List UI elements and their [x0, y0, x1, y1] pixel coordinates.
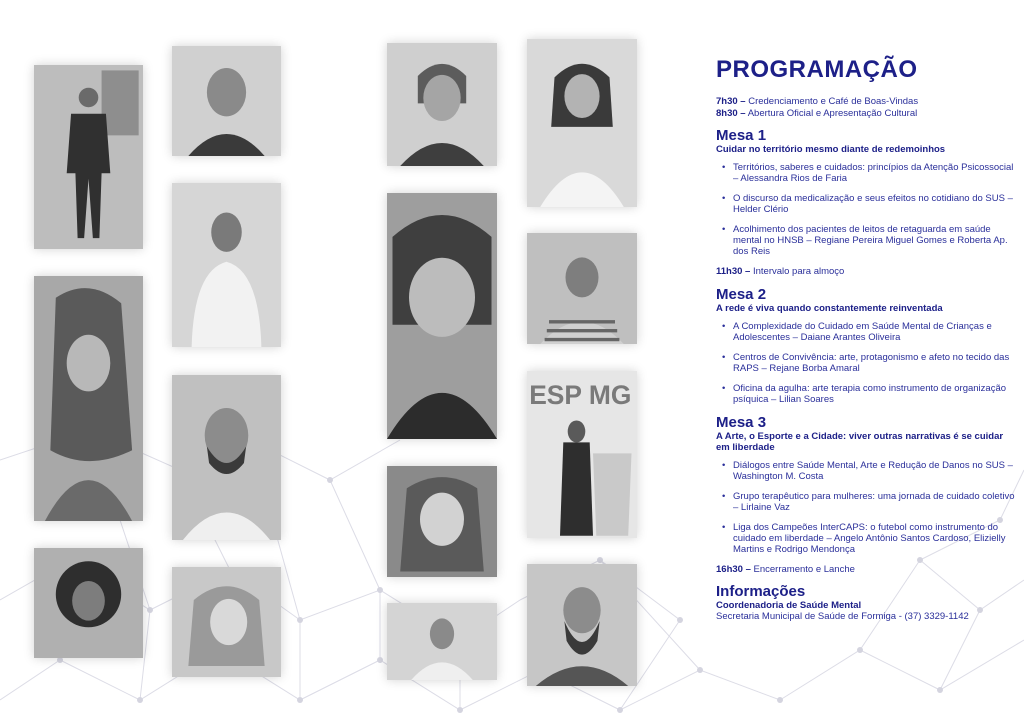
mesa-2-subtitle: A rede é viva quando constantemente reinventada	[716, 302, 943, 314]
schedule-time: 11h30 –	[716, 266, 751, 277]
talk-item: • A Complexidade do Cuidado em Saúde Mental de Crianças e Adolescentes – Daiane Arantes Oliveira	[722, 321, 1016, 343]
speaker-photo	[527, 39, 637, 207]
speaker-photo	[34, 548, 143, 658]
speaker-photo-event	[527, 371, 637, 538]
schedule-text: Credenciamento e Café de Boas-Vindas	[748, 96, 919, 107]
talk-item: • Acolhimento dos pacientes de leitos de retaguarda em saúde mental no HNSB – Regiane Pereira Miguel Gomes e Roberta Ap. dos Reis	[722, 224, 1016, 257]
schedule-closing	[716, 564, 1016, 576]
mesa-1-talks	[716, 162, 1016, 257]
mesa-2-talks	[716, 321, 1016, 405]
info-organization: Coordenadoria de Saúde Mental	[716, 600, 862, 611]
mesa-1-title: Mesa 1	[716, 127, 767, 144]
schedule-time: 7h30 –	[716, 96, 746, 107]
info-title: Informações	[716, 583, 806, 600]
info-contact: Secretaria Municipal de Saúde de Formiga - (37) 3329-1142	[716, 611, 969, 622]
schedule-text: Intervalo para almoço	[752, 266, 845, 277]
schedule-time: 16h30 –	[716, 563, 751, 575]
schedule-opening	[716, 96, 1016, 119]
speaker-photo	[387, 603, 497, 680]
talk-item: • Grupo terapêutico para mulheres: uma jornada de cuidado coletivo – Lirlaine Vaz	[722, 491, 1016, 513]
speaker-photo	[387, 193, 497, 439]
speaker-photo	[172, 183, 281, 347]
speaker-photo	[527, 564, 637, 686]
program-panel	[716, 56, 1016, 622]
speaker-photo	[172, 375, 281, 540]
talk-item: • Liga dos Campeões InterCAPS: o futebol como instrumento do cuidado em liberdade – Angelo Antônio Santos Cardoso, Elizielly Martins e Rodrigo Mendonça	[722, 522, 1016, 555]
talk-item: • Diálogos entre Saúde Mental, Arte e Redução de Danos no SUS – Washington M. Costa	[722, 460, 1016, 482]
mesa-1-subtitle: Cuidar no território mesmo diante de redemoinhos	[716, 144, 946, 155]
mesa-3-title: Mesa 3	[716, 413, 767, 431]
speaker-photo	[172, 46, 281, 156]
schedule-item	[716, 96, 1016, 108]
speaker-photo	[387, 466, 497, 577]
esp-mg-wall-text: ESP MG	[529, 379, 632, 410]
talk-item: • Oficina da agulha: arte terapia como instrumento de organização psíquica – Lilian Soares	[722, 383, 1016, 405]
speaker-photo	[387, 43, 497, 166]
mesa-3-subtitle: A Arte, o Esporte e a Cidade: viver outras narrativas é se cuidar em liberdade	[716, 430, 1004, 453]
mesa-3-talks	[716, 460, 1016, 555]
speaker-photo	[34, 65, 143, 249]
speaker-photo	[527, 233, 637, 344]
mesa-2-title: Mesa 2	[716, 285, 767, 303]
speaker-photo	[34, 276, 143, 521]
schedule-item	[716, 108, 1016, 120]
schedule-time: 8h30 –	[716, 107, 746, 119]
talk-item: • O discurso da medicalização e seus efeitos no cotidiano do SUS – Helder Clério	[722, 193, 1016, 215]
schedule-text: Abertura Oficial e Apresentação Cultural	[747, 107, 918, 119]
speaker-photo	[172, 567, 281, 677]
talk-item: • Territórios, saberes e cuidados: princípios da Atenção Psicossocial – Alessandra Rios de Faria	[722, 162, 1016, 184]
schedule-text: Encerramento e Lanche	[753, 563, 855, 575]
schedule-break	[716, 266, 1016, 278]
talk-item: • Centros de Convivência: arte, protagonismo e afeto no tecido das RAPS – Rejane Borba Amaral	[722, 352, 1016, 374]
page-title: PROGRAMAÇÃO	[716, 56, 918, 83]
